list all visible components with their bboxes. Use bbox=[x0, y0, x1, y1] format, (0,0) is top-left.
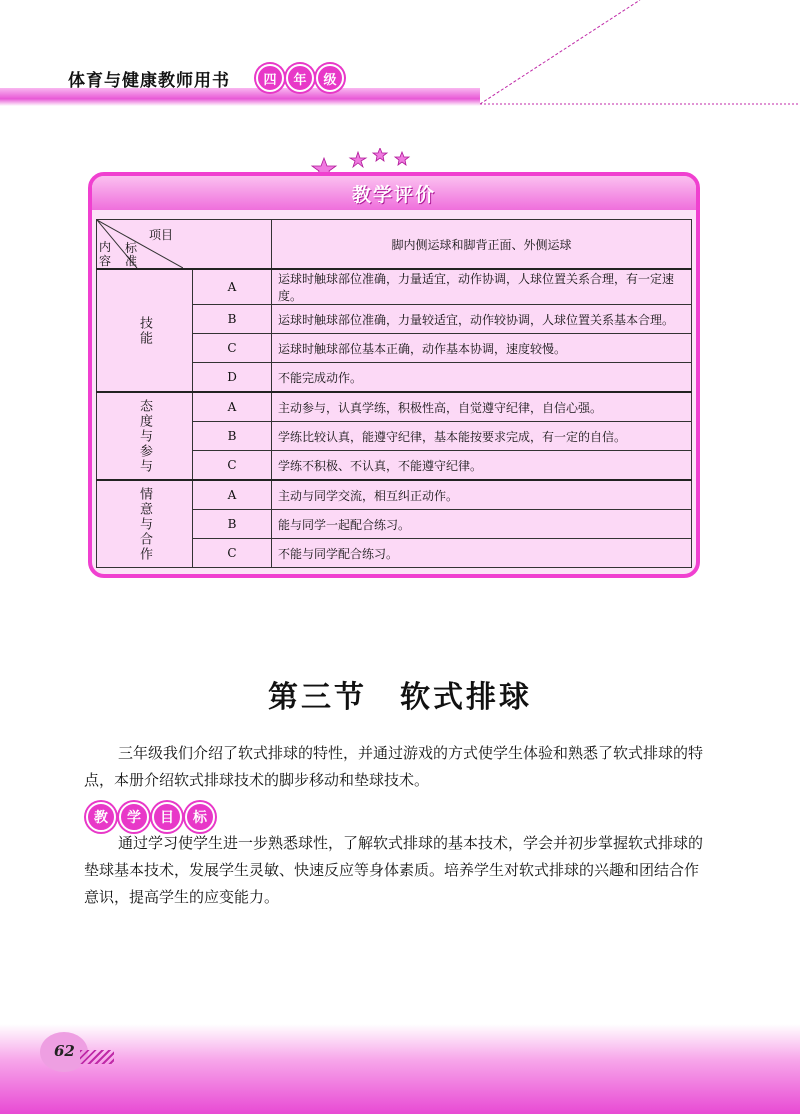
objectives-paragraph: 通过学习使学生进一步熟悉球性，了解软式排球的基本技术，学会并初步掌握软式排球的垫球基本技术，发展学生灵敏、快速反应等身体素质。培养学生对软式排球的兴趣和团结合作意识，提高学生的应变能力。 bbox=[84, 834, 704, 906]
level-cell: A bbox=[193, 480, 272, 510]
description-cell: 主动参与，认真学练，积极性高，自觉遵守纪律，自信心强。 bbox=[272, 392, 692, 422]
description-cell: 能与同学一起配合练习。 bbox=[272, 510, 692, 539]
level-cell: C bbox=[193, 451, 272, 481]
star-icon bbox=[350, 152, 366, 167]
activity-header: 脚内侧运球和脚背正面、外侧运球 bbox=[272, 220, 692, 270]
star-icon bbox=[373, 148, 387, 161]
description-cell: 主动与同学交流，相互纠正动作。 bbox=[272, 480, 692, 510]
level-cell: A bbox=[193, 269, 272, 305]
evaluation-table bbox=[96, 219, 692, 568]
level-cell: B bbox=[193, 510, 272, 539]
level-cell: B bbox=[193, 305, 272, 334]
dimension-label: 态度与参与 bbox=[97, 392, 193, 480]
table-row bbox=[97, 480, 692, 510]
grade-badge-char: 年 bbox=[286, 64, 314, 92]
grade-badge-char: 级 bbox=[316, 64, 344, 92]
description-cell: 不能与同学配合练习。 bbox=[272, 539, 692, 568]
dimension-label: 情意与合作 bbox=[97, 480, 193, 568]
objectives-badge bbox=[86, 802, 218, 832]
book-title: 体育与健康教师用书 bbox=[68, 71, 230, 91]
level-cell: C bbox=[193, 539, 272, 568]
corner-item-label: 项目 bbox=[149, 228, 174, 242]
description-cell: 学练比较认真，能遵守纪律，基本能按要求完成，有一定的自信。 bbox=[272, 422, 692, 451]
dimension-label: 技能 bbox=[97, 269, 193, 392]
table-header-row bbox=[97, 220, 692, 270]
level-cell: D bbox=[193, 363, 272, 393]
level-cell: A bbox=[193, 392, 272, 422]
grade-badge-char: 四 bbox=[256, 64, 284, 92]
level-cell: C bbox=[193, 334, 272, 363]
star-icon bbox=[395, 152, 409, 165]
intro-paragraph: 三年级我们介绍了软式排球的特性，并通过游戏的方式使学生体验和熟悉了软式排球的特点，本册介绍软式排球技术的脚步移动和垫球技术。 bbox=[84, 744, 704, 789]
footer-hatch-decoration bbox=[80, 1050, 114, 1064]
objectives-badge-char: 标 bbox=[185, 802, 215, 832]
description-cell: 运球时触球部位准确，力量适宜，动作协调，人球位置关系合理，有一定速度。 bbox=[272, 269, 692, 305]
evaluation-title-bar bbox=[92, 176, 696, 210]
corner-standard-label: 标准 bbox=[125, 241, 138, 268]
description-cell: 运球时触球部位基本正确，动作基本协调，速度较慢。 bbox=[272, 334, 692, 363]
objectives-badge-char: 教 bbox=[86, 802, 116, 832]
grade-badges bbox=[256, 64, 346, 92]
footer-band bbox=[0, 1024, 800, 1114]
objectives-badge-char: 学 bbox=[119, 802, 149, 832]
table-row bbox=[97, 392, 692, 422]
description-cell: 学练不积极、不认真，不能遵守纪律。 bbox=[272, 451, 692, 481]
page-number: 62 bbox=[54, 1042, 75, 1060]
corner-content-label: 内容 bbox=[99, 240, 112, 268]
description-cell: 不能完成动作。 bbox=[272, 363, 692, 393]
level-cell: B bbox=[193, 422, 272, 451]
objectives-badge-char: 目 bbox=[152, 802, 182, 832]
table-row bbox=[97, 269, 692, 305]
table-corner-cell bbox=[97, 220, 272, 270]
evaluation-title: 教学评价 bbox=[351, 184, 436, 206]
section-title: 第三节 软式排球 bbox=[268, 680, 532, 715]
description-cell: 运球时触球部位准确，力量较适宜，动作较协调，人球位置关系基本合理。 bbox=[272, 305, 692, 334]
